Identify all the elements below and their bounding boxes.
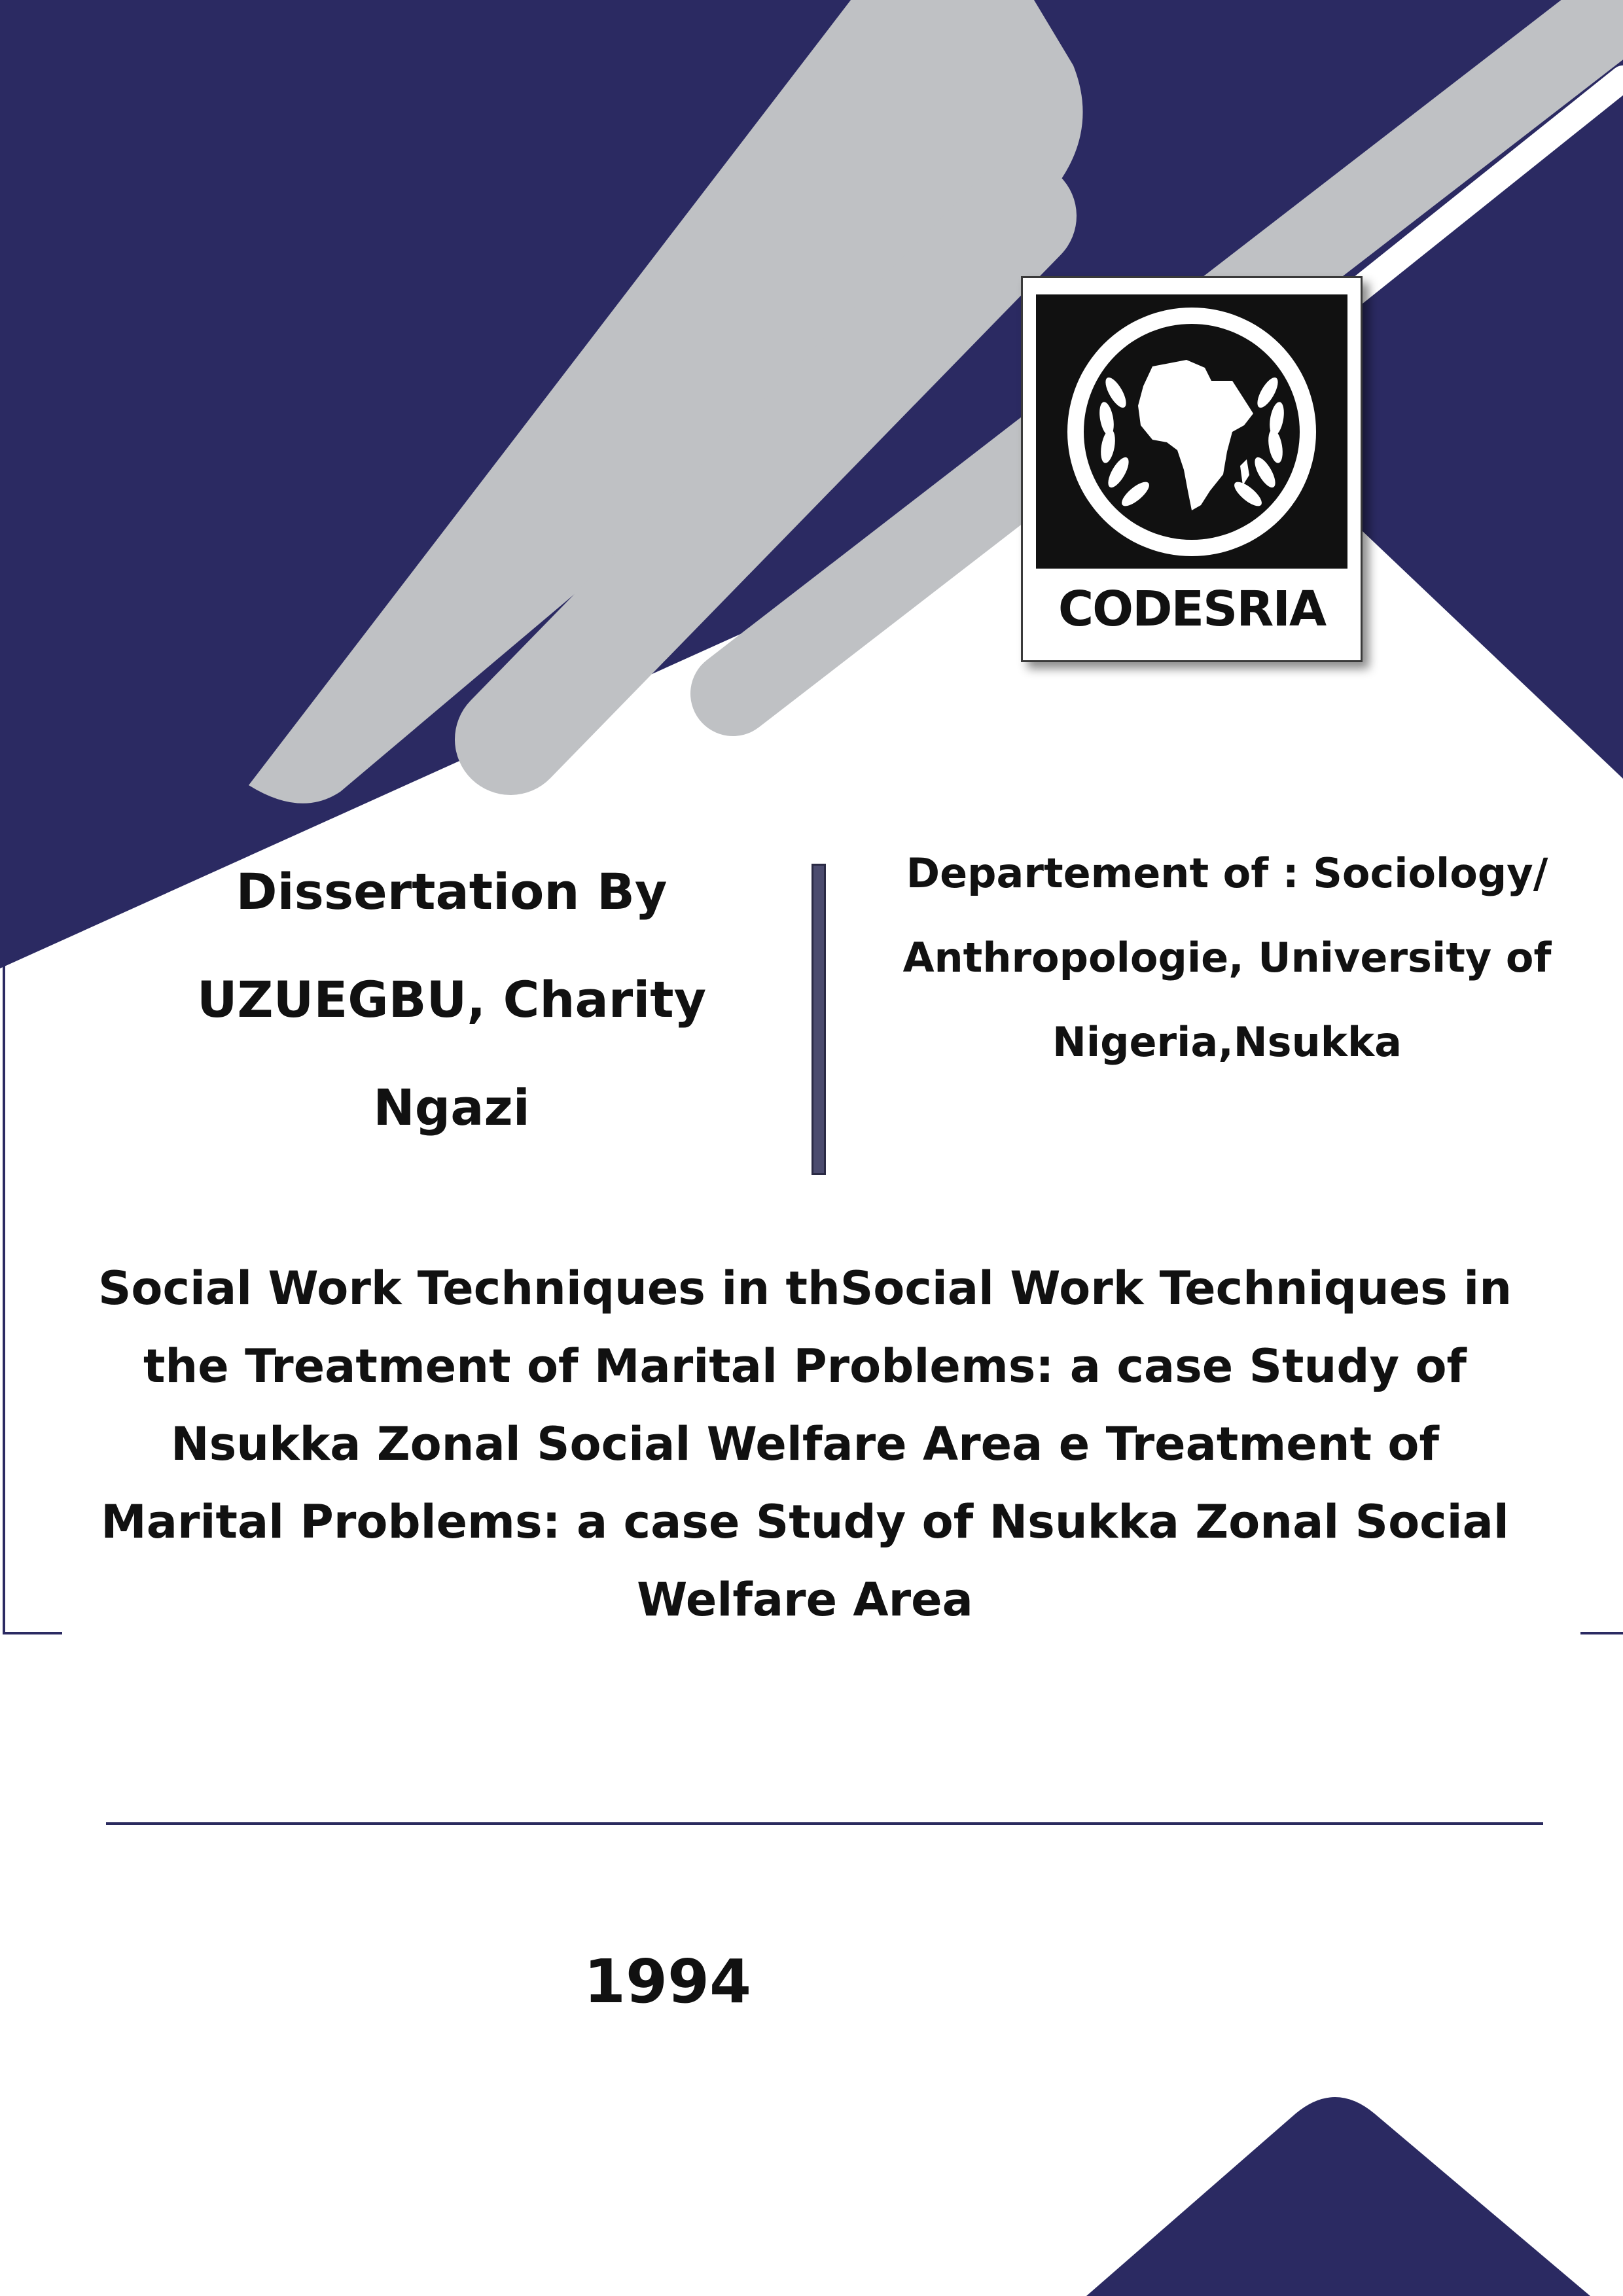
author-block — [92, 838, 812, 1161]
department-line3: Nigeria,Nsukka — [1052, 1018, 1402, 1066]
title-line1: Social Work Techniques in thSocial Work Techniques in — [98, 1262, 1512, 1315]
department-block — [870, 831, 1584, 1084]
vertical-divider — [812, 864, 826, 1175]
publication-year: 1994 — [583, 1947, 752, 2017]
author-name-line2: Ngazi — [373, 1078, 530, 1137]
title-line2: the Treatment of Marital Problems: a case Study of — [143, 1339, 1467, 1393]
author-name-line1: UZUEGBU, Charity — [196, 970, 707, 1029]
department-line1: Departement of : Sociology/ — [906, 849, 1548, 897]
dissertation-label: Dissertation By — [236, 862, 668, 921]
dissertation-title — [39, 1250, 1571, 1639]
title-line5: Welfare Area — [637, 1573, 973, 1627]
navy-bottom-triangle — [1086, 2097, 1590, 2296]
logo-emblem-panel — [1036, 294, 1347, 569]
department-line2: Anthropologie, University of — [902, 934, 1552, 981]
codesria-logo — [1021, 276, 1363, 662]
africa-wreath-emblem — [1036, 294, 1347, 569]
title-line4: Marital Problems: a case Study of Nsukka Zonal Social — [101, 1495, 1509, 1549]
title-line3: Nsukka Zonal Social Welfare Area e Treatment of — [171, 1417, 1439, 1471]
logo-wordmark: CODESRIA — [1058, 581, 1326, 637]
horizontal-rule — [106, 1822, 1543, 1825]
